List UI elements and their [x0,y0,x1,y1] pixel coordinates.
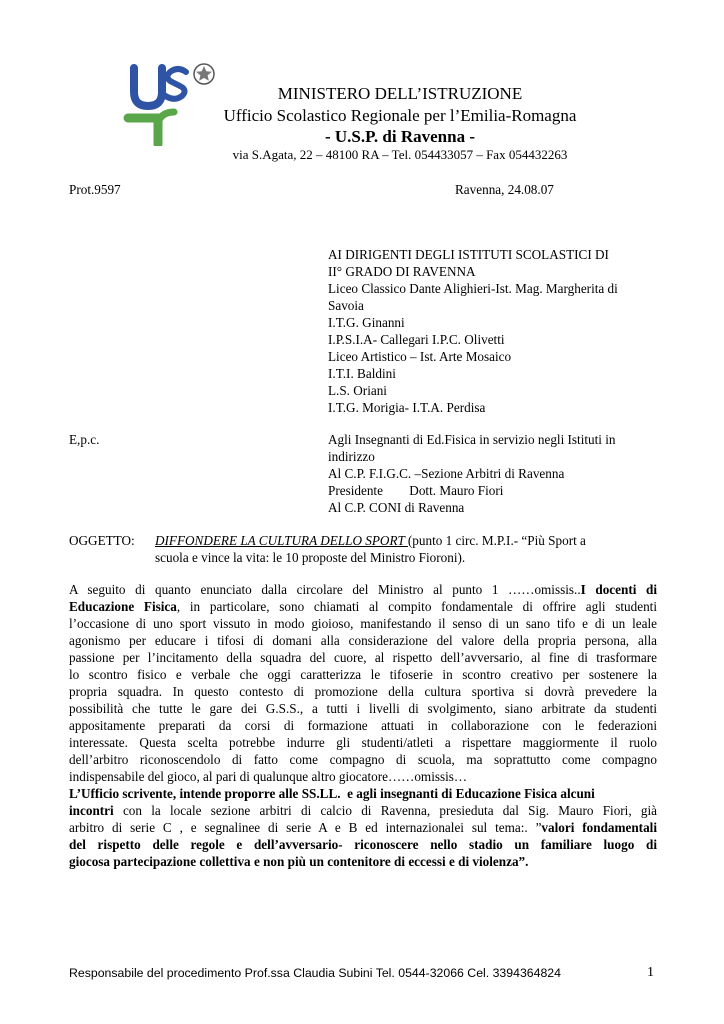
body-line: indispensabile del gioco, al pari di qualunque altro giocatore……omissis… [69,769,468,784]
body-bold-text: incontri [69,803,114,818]
epc-line: Presidente Dott. Mauro Fiori [328,483,504,498]
recipient-line: Liceo Classico Dante Alighieri-Ist. Mag. Margherita di [328,281,618,296]
body-text: arbitro di serie C , e segnalinee di serie A e B ed internazionalei sul tema:. ” [69,820,542,835]
body-text: con la locale sezione arbitri di calcio di Ravenna, presieduta dal Sig. Mauro Fiori, già [113,803,657,818]
epc-line: Al C.P. CONI di Ravenna [328,500,465,515]
body-line: L’Ufficio scrivente, intende proporre alle SS.LL. e agli insegnanti di Educazione Fisica alcuni [69,786,595,801]
body-text: , in particolare, sono chiamati al compito fondamentale di offrire agli studenti [176,599,657,614]
body-line: giocosa partecipazione collettiva e non più un contenitore di eccessi e di violenza”. [69,854,529,869]
body-bold-text: valori fondamentali [541,820,657,835]
recipients-block [328,246,658,416]
italian-emblem-icon [194,64,214,84]
body-line: appositamente preparati da corsi di formazione attuati in collaborazione con le federazioni [69,718,657,733]
epc-line: Agli Insegnanti di Ed.Fisica in servizio negli Istituti in [328,432,616,447]
body-line [69,598,657,615]
body-bold-text: I docenti di [580,582,657,597]
recipient-line: Savoia [328,298,364,313]
body-text: A seguito di quanto enunciato dalla circolare del Ministro al punto 1 ……omissis.. [69,582,581,597]
subject-line-1 [155,532,586,549]
body-line [69,581,657,598]
body-line: propria squadra. In questo contesto di promozione della cultura sportiva si dovrà prevedere la [69,684,657,699]
subject-title: DIFFONDERE LA CULTURA DELLO SPORT [155,533,408,548]
recipient-line: Liceo Artistico – Ist. Arte Mosaico [328,349,512,364]
body-line: agonismo per educare i tifosi di domani alla considerazione del valore della propria persona, alla [69,633,657,648]
recipient-line: I.T.G. Ginanni [328,315,405,330]
letter-body [69,581,657,870]
epc-label: E,p.c. [69,432,100,447]
body-line: possibilità che tutte le gare dei G.S.S., a tutti i livelli di svolgimento, siano arbitrate da studenti [69,701,657,716]
body-bold-text: Educazione Fisica [69,599,177,614]
body-line: lo scontro fisico e verbale che oggi caratterizza le tifoserie in scontro creativo per sostenere la [69,667,657,682]
recipient-line: I.T.I. Baldini [328,366,396,381]
protocol-number: Prot.9597 [69,182,121,197]
body-line: interessate. Questa scelta potrebbe indurre gli studenti/atleti a rispettare maggiormente il ruolo [69,735,657,750]
body-line: passione per l’incitamento della squadra del cuore, al rispetto dell’avversario, al fine di trasformare [69,650,657,665]
subject-line-2: scuola e vince la vita: le 10 proposte del Ministro Fioroni). [155,550,466,565]
recipient-line: I.T.G. Morigia- I.T.A. Perdisa [328,400,486,415]
ministry-title: MINISTERO DELL’ISTRUZIONE [277,84,523,103]
page-number: 1 [647,965,654,980]
recipient-line: II° GRADO DI RAVENNA [328,264,476,279]
subject-label: OGGETTO: [69,533,135,548]
epc-line: indirizzo [328,449,375,464]
place-date: Ravenna, 24.08.07 [455,182,554,197]
body-line: del rispetto delle regole e dell’avversario- riconoscere nello stadio un familiare luogo di [69,837,657,852]
body-line [69,819,657,836]
epc-line: Al C.P. F.I.G.C. –Sezione Arbitri di Ravenna [328,466,565,481]
recipient-line: L.S. Oriani [328,383,387,398]
subject-reference: (punto 1 circ. M.P.I.- “Più Sport a [407,533,586,548]
footer-responsible: Responsabile del procedimento Prof.ssa Claudia Subini Tel. 0544-32066 Cel. 3394364824 [69,966,561,980]
epc-recipients [328,431,658,516]
recipient-line: AI DIRIGENTI DEGLI ISTITUTI SCOLASTICI DI [328,247,609,262]
body-line: l’occasione di uno sport vissuto in modo gioioso, manifestando il senso di un sano tifo e di un leale [69,616,657,631]
office-address: via S.Agata, 22 – 48100 RA – Tel. 054433057 – Fax 054432263 [232,147,568,162]
body-line: dell’arbitro riconoscendolo di fatto come compagno di scuola, ma soprattutto come compagno [69,752,657,767]
body-line [69,802,657,819]
office-title: Ufficio Scolastico Regionale per l’Emilia-Romagna [223,106,577,125]
usp-title: - U.S.P. di Ravenna - [324,127,476,146]
recipient-line: I.P.S.I.A- Callegari I.P.C. Olivetti [328,332,505,347]
